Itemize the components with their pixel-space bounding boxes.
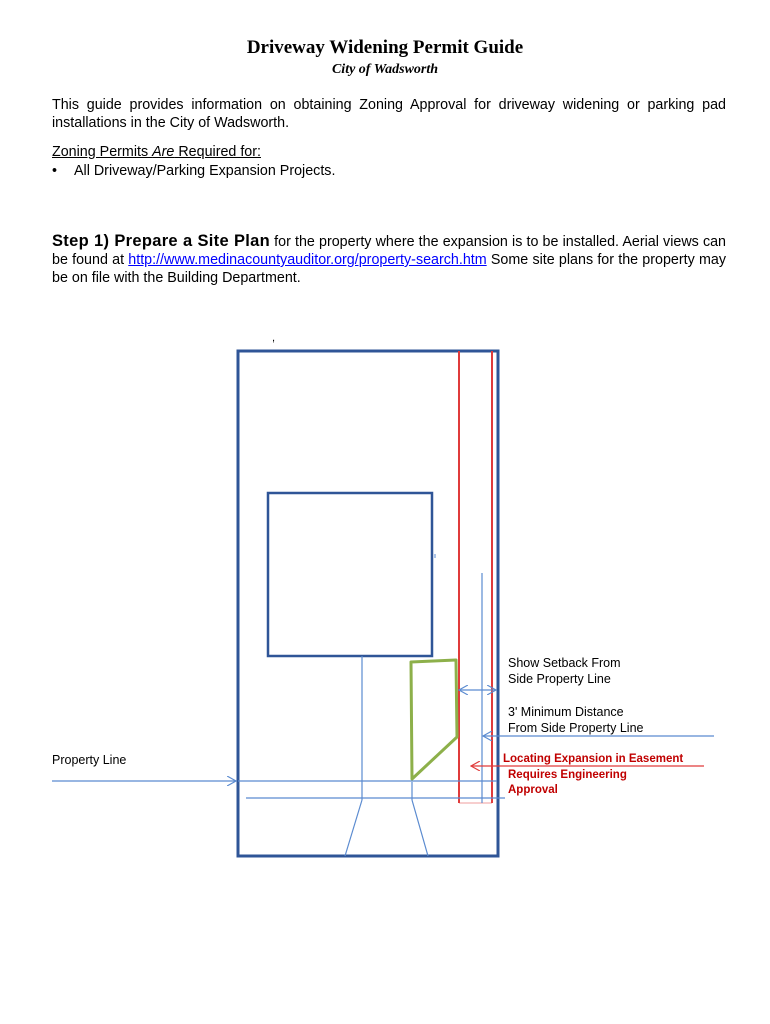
driveway-flare-left [345, 800, 362, 856]
step-1-text-after-link: Some site plans for the property may be on file with the Building Department. [52, 252, 726, 286]
driveway-flare-right [412, 800, 428, 856]
requirements-heading-before: Zoning Permits [52, 144, 153, 160]
driveway-expansion-area [411, 660, 457, 779]
step-1-title: Step 1) Prepare a Site Plan [52, 232, 271, 250]
step-1-text-before-link: for the property where the expansion is to be installed. Aerial views can be found at [52, 234, 726, 268]
house-footprint [268, 493, 432, 656]
easement-label-line-2: Requires Engineering [508, 769, 627, 781]
requirements-heading-after: Required for: [174, 144, 261, 160]
property-line-label: Property Line [52, 753, 127, 767]
auditor-property-search-link[interactable]: http://www.medinacountyauditor.org/property-search.htm [128, 252, 487, 268]
setback-label-line-2: Side Property Line [508, 672, 611, 686]
easement-label-line-3: Approval [508, 784, 558, 796]
intro-paragraph: This guide provides information on obtaining Zoning Approval for driveway widening or parking pad installations in the City of Wadsworth. [52, 97, 726, 131]
requirements-heading-emphasis: Are [152, 144, 175, 160]
stray-mark: , [272, 332, 276, 344]
requirements-item-text: All Driveway/Parking Expansion Projects. [74, 163, 336, 179]
easement-label-line-1: Locating Expansion in Easement [503, 753, 684, 765]
page-title: Driveway Widening Permit Guide [246, 37, 524, 58]
setback-label-line-1: Show Setback From [508, 656, 621, 670]
min-distance-label-line-2: From Side Property Line [508, 721, 644, 735]
bullet-icon: • [52, 163, 58, 179]
page-subtitle: City of Wadsworth [331, 62, 439, 77]
min-distance-label-line-1: 3' Minimum Distance [508, 705, 624, 719]
